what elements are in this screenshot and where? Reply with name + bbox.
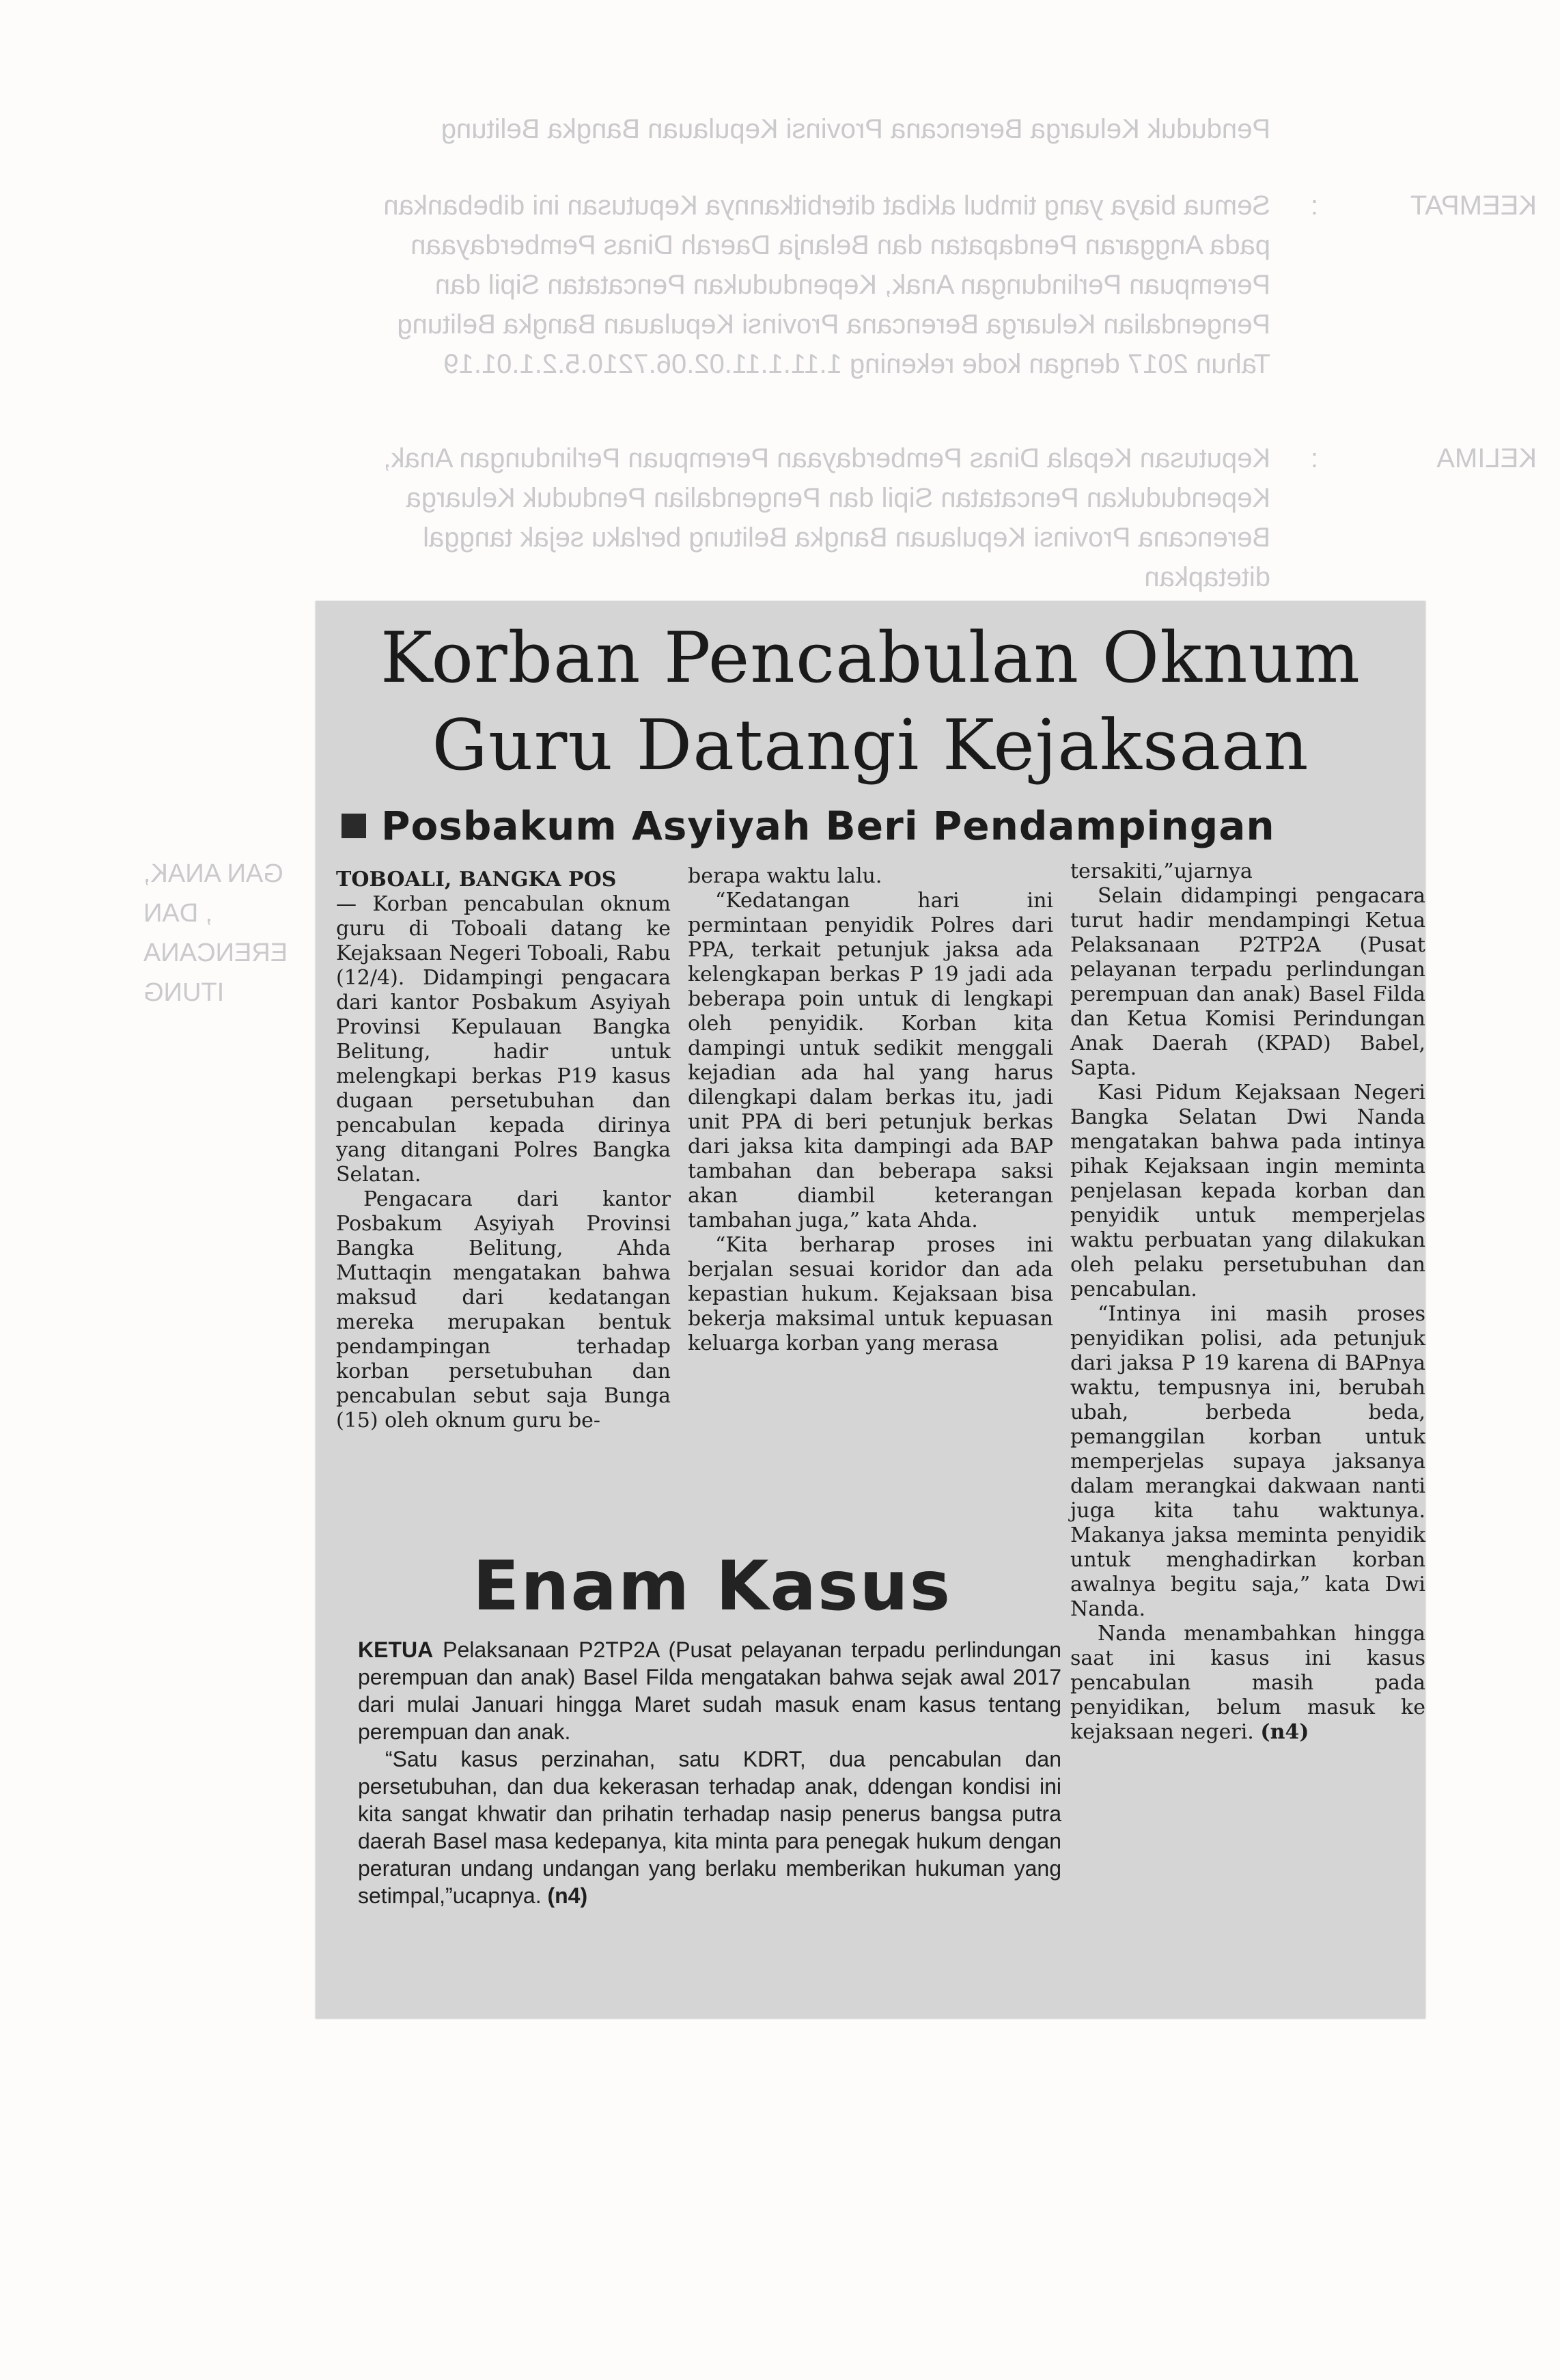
dateline: TOBOALI, BANGKA POS <box>336 868 617 891</box>
bleed-through-colon: : <box>1310 443 1318 473</box>
bleed-through-paragraph-1: Semua biaya yang timbul akibat diterbitkannya Keputusan ini dibebankan pada Anggaran Pendapatan dan Belanja Daerah Dinas Pemberdayaan Perempuan Perlindungan Anak, Kependudukan Pencatatan Sipil dan Pengendalian Keluarga Berencana Provinsi Kepulauan Bangka Belitung Tahun 2017 dengan kode rekening 1.11.1.11.02.06.7210.5.2.1.01.19 <box>383 191 1270 379</box>
bleed-through-heading: Penduduk Keluarga Berencana Provinsi Kepulauan Bangka Belitung <box>441 114 1270 144</box>
lead-word: KETUA <box>358 1637 434 1662</box>
paragraph: Pelaksanaan P2TP2A (Pusat pelayanan terpadu perlindungan perempuan dan anak) Basel Filda mengatakan bahwa sejak awal 2017 dari mulai Januari hingga Maret sudah masuk enam kasus tentang perempuan dan anak. <box>358 1637 1062 1744</box>
headline-line-2: Guru Datangi Kejaksaan <box>432 705 1309 786</box>
paragraph: tersakiti,”ujarnya <box>1070 859 1253 883</box>
bleed-through-paragraph-2: Keputusan Kepala Dinas Pemberdayaan Perempuan Perlindungan Anak, Kependudukan Pencatatan Sipil dan Pengendalian Penduduk Keluarga Berencana Provinsi Kepulauan Bangka Belitung berlaku sejak tanggal ditetapkan <box>383 443 1270 592</box>
bleed-through-side-text: GAN ANAK, , DAN ERENCANA ITUNG <box>143 859 288 1007</box>
paragraph: “Intinya ini masih proses penyidikan polisi, ada petunjuk dari jaksa P 19 karena di BAPnya waktu, tempusnya ini, berubah ubah, berbeda beda, pemanggilan korban untuk memperjelas supaya jaksanya dalam merangkai dakwaan nanti juga kita tahu waktunya. Makanya jaksa meminta penyidik untuk menghadirkan korban awalnya begitu saja,” kata Dwi Nanda. <box>1070 1302 1425 1621</box>
square-bullet-icon <box>342 814 366 838</box>
paragraph: “Satu kasus perzinahan, satu KDRT, dua pencabulan dan persetubuhan, dan dua kekerasan terhadap anak, ddengan kondisi ini kita sangat khwatir dan prihatin terhadap nasip penerus bangsa putra daerah Basel masa kedepanya, kita minta para penegak hukum dengan peraturan undang undangan yang berlaku memberikan hukuman yang setimpal,”ucapnya. <box>358 1747 1061 1908</box>
subheadline <box>342 803 1275 849</box>
article-column-1 <box>336 868 671 1433</box>
article-column-2 <box>688 864 1053 1356</box>
bleed-through-label-keempat: KEEMPAT <box>1410 191 1537 221</box>
paragraph: — Korban pencabulan oknum guru di Toboali datang ke Kejaksaan Negeri Toboali, Rabu (12/4). Didampingi pengacara dari kantor Posbakum Asyiyah Provinsi Kepulauan Bangka Belitung, hadir untuk melengkapi berkas P19 kasus dugaan persetubuhan dan pencabulan kepada dirinya yang ditangani Polres Bangka Selatan. <box>336 892 671 1187</box>
article-column-3 <box>1070 859 1425 1745</box>
paragraph: Selain didampingi pengacara turut hadir mendampingi Ketua Pelaksanaan P2TP2A (Pusat pelayanan terpadu perlindungan perempuan dan anak) Basel Filda dan Ketua Komisi Perindungan Anak Daerah (KPAD) Babel, Sapta. <box>1070 884 1425 1080</box>
paragraph: “Kedatangan hari ini permintaan penyidik Polres dari PPA, terkait petunjuk jaksa ada kelengkapan berkas P 19 jadi ada beberapa poin untuk di lengkapi oleh penyidik. Korban kita dampingi untuk sedikit menggali kejadian ada hal yang harus dilengkapi dalam berkas itu, jadi unit PPA di beri petunjuk berkas dari jaksa kita dampingi ada BAP tambahan dan beberapa saksi akan diambil keterangan tambahan juga,” kata Ahda. <box>688 889 1053 1232</box>
paragraph: “Kita berharap proses ini berjalan sesuai koridor dan ada kepastian hukum. Kejaksaan bisa bekerja maksimal untuk kepuasan keluarga korban yang merasa <box>688 1233 1053 1355</box>
paragraph: Pengacara dari kantor Posbakum Asyiyah Provinsi Bangka Belitung, Ahda Muttaqin mengatakan bahwa maksud dari kedatangan mereka merupakan bentuk pendampingan terhadap korban persetubuhan dan pencabulan sebut saja Bunga (15) oleh oknum guru be- <box>336 1187 671 1433</box>
paragraph: Nanda menambahkan hingga saat ini kasus ini kasus pencabulan masih pada penyidikan, belum masuk ke kejaksaan negeri. <box>1070 1622 1425 1744</box>
headline-line-1: Korban Pencabulan Oknum <box>380 618 1361 699</box>
newspaper-clipping <box>316 601 1425 2019</box>
author-sign: (n4) <box>547 1883 588 1908</box>
subheadline-text: Posbakum Asyiyah Beri Pendampingan <box>381 803 1275 849</box>
paragraph: Kasi Pidum Kejaksaan Negeri Bangka Selatan Dwi Nanda mengatakan bahwa pada intinya pihak Kejaksaan ingin meminta penjelasan kepada korban dan penyidik untuk memperjelas waktu perbuatan yang dilakukan oleh pelaku persetubuhan dan pencabulan. <box>1070 1081 1425 1301</box>
kicker-enam-kasus: Enam Kasus <box>473 1546 952 1626</box>
bleed-through-label-kelima: KELIMA <box>1436 443 1537 473</box>
bleed-through-colon: : <box>1310 191 1318 221</box>
author-sign: (n4) <box>1260 1720 1309 1744</box>
paragraph: berapa waktu lalu. <box>688 864 882 888</box>
sidebar-story <box>358 1636 1061 1909</box>
